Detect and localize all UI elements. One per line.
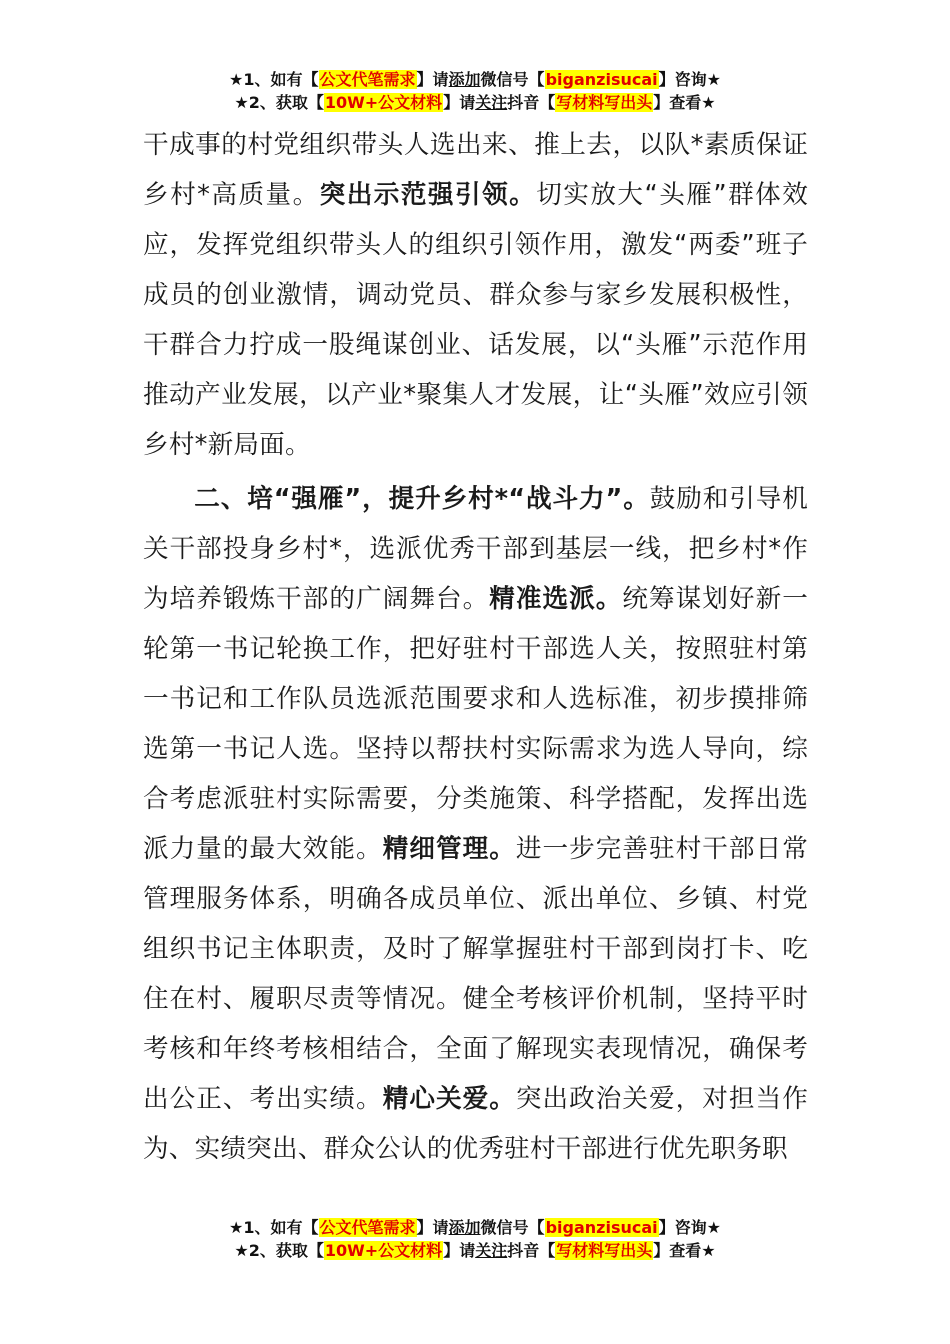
highlight-douyin: 写材料写出头 (556, 93, 653, 112)
highlight-ghostwriting: 公文代笔需求 (319, 1218, 416, 1237)
banner-line-2: ★2、获取【10W+公文材料】请关注抖音【写材料写出头】查看★ (234, 1241, 716, 1260)
banner-line-2: ★2、获取【10W+公文材料】请关注抖音【写材料写出头】查看★ (234, 93, 716, 112)
bold-phrase: 突出示范强引领。 (319, 180, 537, 210)
bold-phrase: 精心关爱。 (382, 1084, 516, 1114)
document-body (143, 120, 808, 1174)
paragraph-2: 二、培“强雁”，提升乡村*“战斗力”。鼓励和引导机关干部投身乡村*，选派优秀干部到基层一线，把乡村*作为培养锻炼干部的广阔舞台。精准选派。统筹谋划好新一轮第一书记轮换工作，把好驻村干部选人关，按照驻村第一书记和工作队员选派范围要求和人选标准，初步摸排筛选第一书记人选。坚持以帮扶村实际需求为选人导向，综合考虑派驻村实际需要，分类施策、科学搭配，发挥出选派力量的最大效能。精细管理。进一步完善驻村干部日常管理服务体系，明确各成员单位、派出单位、乡镇、村党组织书记主体职责，及时了解掌握驻村干部到岗打卡、吃住在村、履职尽责等情况。健全考核评价机制，坚持平时考核和年终考核相结合，全面了解现实表现情况，确保考出公正、考出实绩。精心关爱。突出政治关爱，对担当作为、实绩突出、群众公认的优秀驻村干部进行优先职务职 (143, 484, 809, 1164)
footer-banner (0, 1216, 950, 1262)
paragraph-1: 干成事的村党组织带头人选出来、推上去，以队*素质保证乡村*高质量。突出示范强引领。切实放大“头雁”群体效应，发挥党组织带头人的组织引领作用，激发“两委”班子成员的创业激情，调动党员、群众参与家乡发展积极性，干群合力拧成一股绳谋创业、话发展，以“头雁”示范作用推动产业发展，以产业*聚集人才发展，让“头雁”效应引领乡村*新局面。 (143, 130, 809, 460)
bold-phrase: 精准选派。 (489, 584, 623, 614)
highlight-wechat-id: biganzisucai (545, 70, 658, 89)
header-banner (0, 68, 950, 114)
highlight-materials: 10W+公文材料 (324, 93, 443, 112)
section-heading: 二、培“强雁”，提升乡村*“战斗力”。 (194, 484, 650, 514)
highlight-douyin: 写材料写出头 (556, 1241, 653, 1260)
highlight-ghostwriting: 公文代笔需求 (319, 70, 416, 89)
highlight-materials: 10W+公文材料 (324, 1241, 443, 1260)
highlight-wechat-id: biganzisucai (545, 1218, 658, 1237)
banner-line-1: ★1、如有【公文代笔需求】请添加微信号【biganzisucai】咨询★ (229, 70, 721, 89)
banner-line-1: ★1、如有【公文代笔需求】请添加微信号【biganzisucai】咨询★ (229, 1218, 721, 1237)
bold-phrase: 精细管理。 (382, 834, 516, 864)
